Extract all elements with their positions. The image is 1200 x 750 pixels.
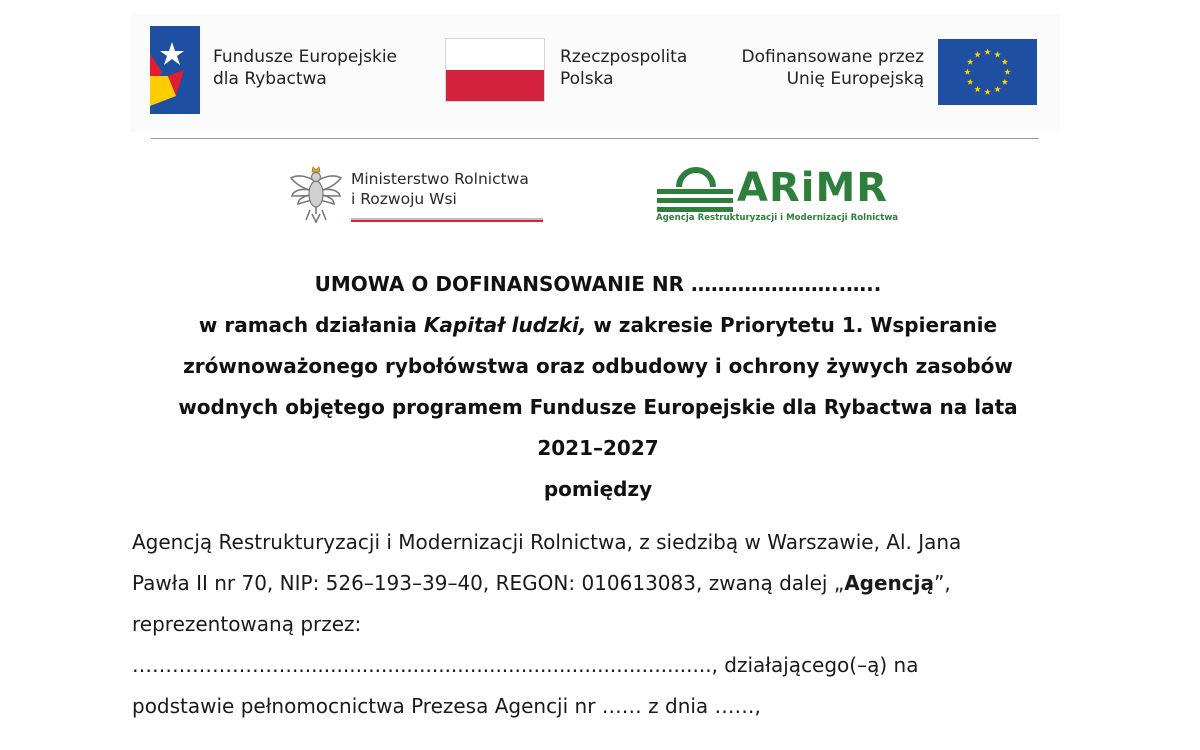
contract-title <box>140 264 1056 510</box>
title-line-2: w ramach działania Kapitał ludzki, w zakresie Priorytetu 1. Wspieranie <box>198 313 998 337</box>
arimr-subtitle: Agencja Restrukturyzacji i Modernizacji Rolnictwa <box>656 213 899 223</box>
contract-body <box>132 522 1072 727</box>
fe-logo-text: Fundusze Europejskie dla Rybactwa <box>213 47 397 89</box>
body-line-5: podstawie pełnomocnictwa Prezesa Agencji nr …… z dnia ……, <box>132 694 761 718</box>
eu-flag-icon <box>938 39 1037 105</box>
body-line-1: Agencją Restrukturyzacji i Modernizacji Rolnictwa, z siedzibą w Warszawie, Al. Jana <box>132 530 962 554</box>
ministry-stripe <box>351 218 543 222</box>
fe-logo-icon <box>150 26 200 114</box>
body-line-4: …………………….................................................................., działającego(–ą) na <box>132 653 919 677</box>
ministry-logo <box>288 160 550 230</box>
arimr-emblem-icon <box>655 165 737 213</box>
title-line-6: pomiędzy <box>543 477 653 501</box>
poland-flag-icon <box>445 38 545 102</box>
arimr-logo <box>655 163 905 233</box>
body-line-3: reprezentowaną przez: <box>132 612 362 636</box>
title-line-1: UMOWA O DOFINANSOWANIE NR …………………..….. <box>314 272 882 296</box>
title-line-4: wodnych objętego programem Fundusze Europejskie dla Rybactwa na lata <box>178 395 1018 419</box>
body-line-2: Pawła II nr 70, NIP: 526–193–39–40, REGON: 010613083, zwaną dalej „Agencją”, <box>132 571 951 595</box>
ministry-logo-text: Ministerstwo Rolnictwa i Rozwoju Wsi <box>351 170 529 208</box>
header-divider <box>151 138 1039 139</box>
poland-logo-text: Rzeczpospolita Polska <box>560 47 688 89</box>
title-line-5: 2021–2027 <box>537 436 659 460</box>
arimr-wordmark: ARiMR <box>737 165 889 211</box>
title-line-3: zrównoważonego rybołówstwa oraz odbudowy i ochrony żywych zasobów <box>183 354 1013 378</box>
eu-logo-text: Dofinansowane przez Unię Europejską <box>741 47 924 89</box>
eagle-emblem-icon <box>288 164 344 224</box>
logo-bar <box>130 14 1060 132</box>
